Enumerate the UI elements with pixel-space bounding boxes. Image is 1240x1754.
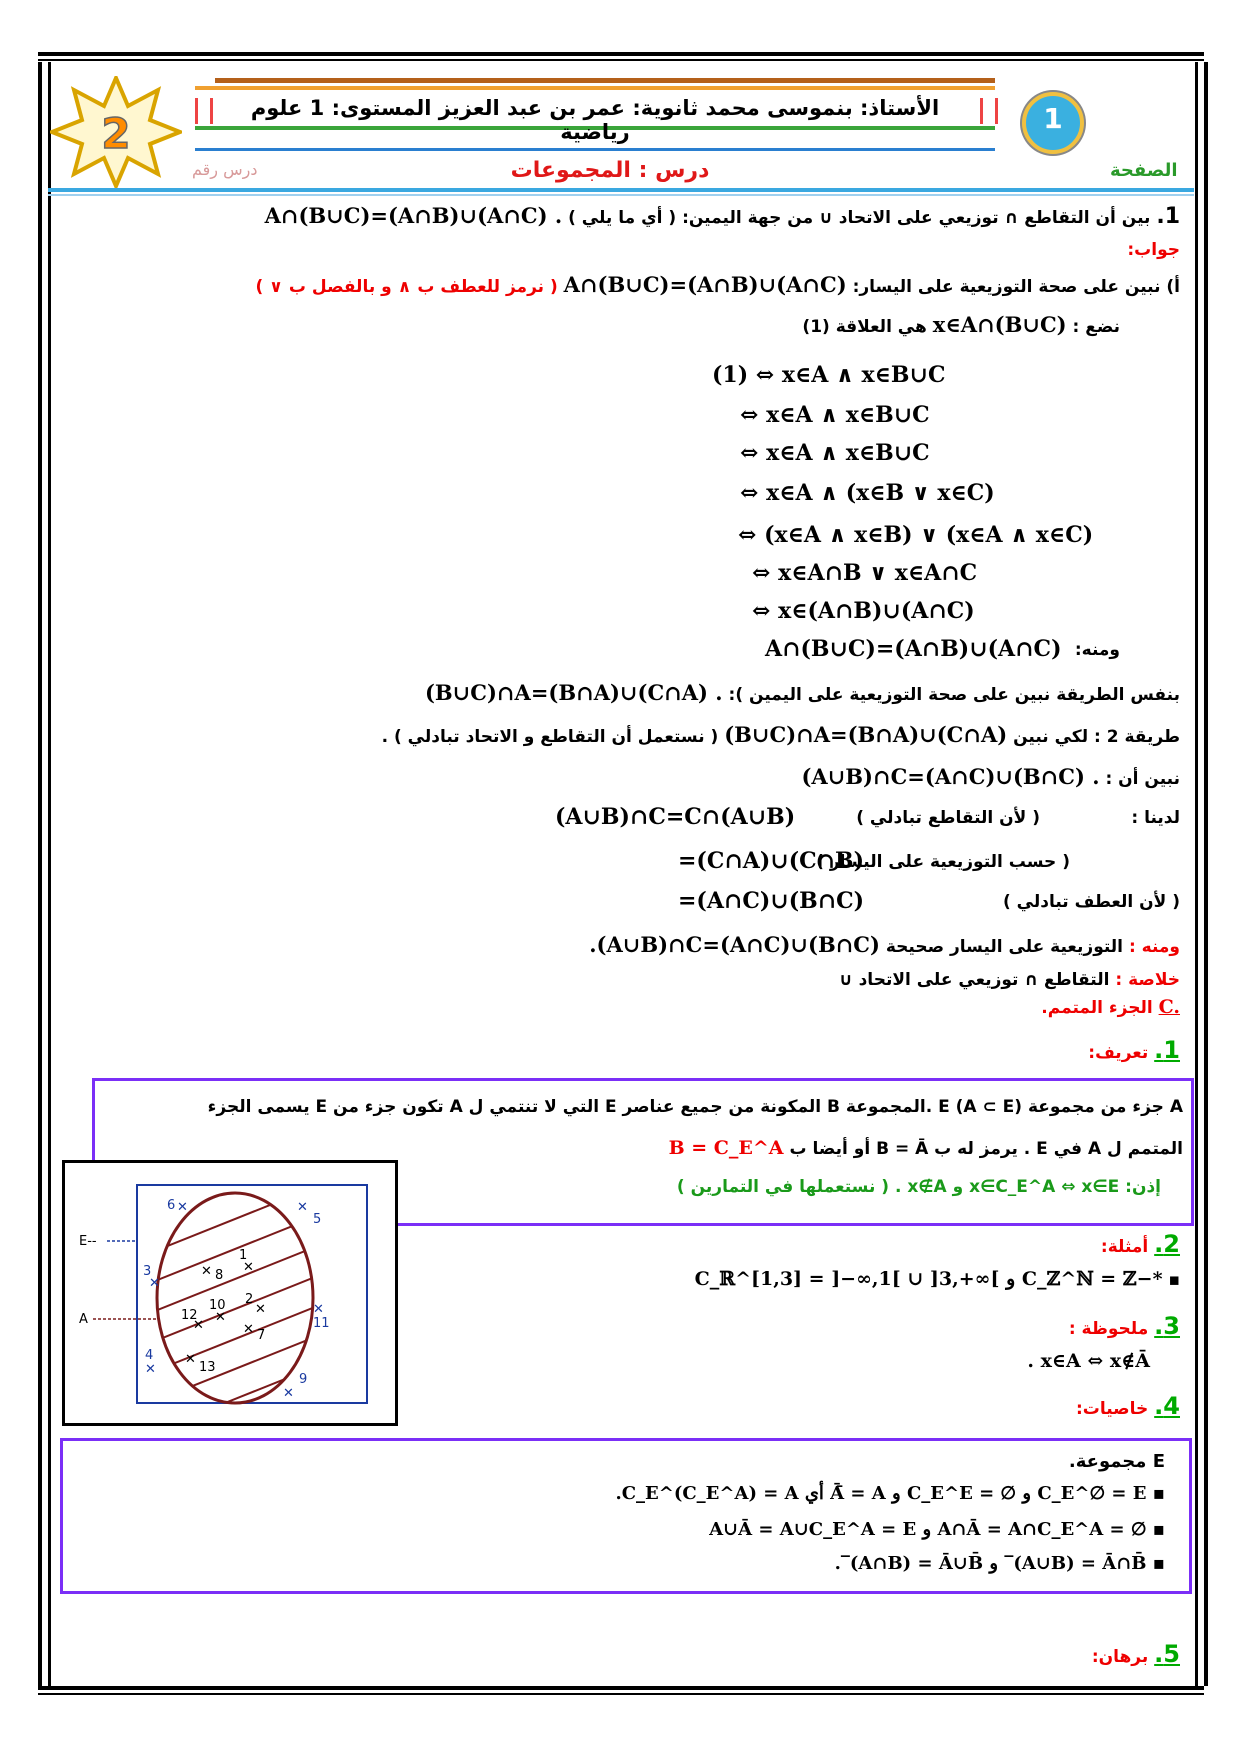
props-item-text: .‾(A∩B) = Ā∪B̄ و ‾(A∪B) = Ā∩B̄ (834, 1553, 1147, 1574)
venn-diagram (62, 1160, 398, 1426)
hence2-text: التوزيعية على اليسار صحيحة (885, 937, 1124, 957)
svg-text:✕: ✕ (313, 1302, 324, 1317)
venn-point: 9 (299, 1372, 308, 1387)
proof-num: 5. (1154, 1640, 1180, 1668)
logo-icon (1022, 92, 1084, 154)
examples-heading (1101, 1230, 1180, 1258)
q1-text: بين أن التقاطع ∩ توزيعي على الاتحاد ∪ من جهة اليمين: ( أي ما يلي ) (568, 208, 1151, 228)
props-item-text: A∪Ā = A∪C_E^A = E و A∩Ā = A∩C_E^A = ∅ (709, 1519, 1147, 1540)
props-num: 4. (1154, 1392, 1180, 1420)
examples-formula-line (695, 1268, 1180, 1290)
svg-text:✕: ✕ (193, 1318, 204, 1333)
venn-point: 10 (209, 1298, 226, 1313)
step-a-formula: A∩(B∪C)=(A∩B)∪(A∩C) (563, 272, 847, 297)
header-bar-orange (195, 86, 995, 90)
lesson-num-label: درس رقم (192, 160, 258, 179)
header-under-grey (48, 194, 1194, 196)
venn-point: 3 (143, 1264, 152, 1279)
def-line1: A جزء من مجموعة E (A ⊂ E) .المجموعة B المكونة من جميع عناصر E التي لا تنتمي ل A تكون جزء من E يسمى الجزء (207, 1097, 1183, 1117)
derivation-line: ⇔ x∈(A∩B)∪(A∩C) (752, 598, 975, 624)
svg-text:✕: ✕ (243, 1322, 254, 1337)
svg-text:✕: ✕ (255, 1302, 266, 1317)
show-that (801, 764, 1180, 789)
derivation-line: ⇔ x∈A∩B ∨ x∈A∩C (752, 560, 978, 586)
props-intro: E مجموعة. (1068, 1451, 1165, 1472)
def-line3-text: x∈C_E^A ⇔ x∈E و x∉A . ( نستعملها في التمارين ) (676, 1177, 1120, 1197)
method2 (382, 722, 1180, 747)
step-a (255, 272, 1180, 297)
svg-text:✕: ✕ (297, 1200, 308, 1215)
svg-text:✕: ✕ (149, 1276, 160, 1291)
we-have-formula: (A∪B)∩C=C∩(A∪B) (555, 804, 796, 830)
we-have-label: لدينا : (1131, 808, 1180, 828)
props-item-2 (709, 1519, 1165, 1540)
remark-title: ملحوظة : (1068, 1319, 1149, 1339)
method2-text: طريقة 2 : لكي نبين (1013, 727, 1180, 747)
question-1 (265, 203, 1180, 229)
svg-text:✕: ✕ (283, 1386, 294, 1401)
def-heading (1088, 1036, 1180, 1064)
summary-text: التقاطع ∩ توزيعي على الاتحاد ∪ (838, 970, 1110, 990)
put-tail: هي العلاقة (1) (802, 317, 927, 337)
venn-point: 8 (215, 1268, 224, 1283)
venn-point: 13 (199, 1360, 216, 1375)
proof-title: برهان: (1091, 1647, 1149, 1667)
def-line3 (677, 1177, 1161, 1197)
header-bar-blue (195, 148, 995, 151)
badge-number: 2 (101, 109, 131, 158)
step-a-note: ( نرمز للعطف ب ∧ و بالفصل ب ∨ ) (255, 277, 558, 297)
remark-heading (1069, 1312, 1180, 1340)
venn-point: 4 (145, 1348, 154, 1363)
props-item-3 (835, 1553, 1165, 1574)
derivation-line: ⇔ (x∈A ∧ x∈B) ∨ (x∈A ∧ x∈C) (738, 522, 1094, 548)
put-formula: x∈A∩(B∪C) (932, 312, 1067, 337)
put-text: نضع : (1072, 317, 1120, 337)
remark-formula-line (1027, 1350, 1150, 1372)
step-a-num: أ) (1166, 277, 1180, 297)
header-bar-lines (195, 98, 213, 124)
header-bar-brown (215, 78, 995, 83)
derivation-line: A∩(B∪C)=(A∩B)∪(A∩C) (765, 636, 1062, 662)
examples-num: 2. (1154, 1230, 1180, 1258)
show-that-formula: (A∪B)∩C=(A∩C)∪(B∩C) . (801, 764, 1100, 789)
section-c-letter: C. (1158, 996, 1180, 1018)
same-way-formula: (B∪C)∩A=(B∩A)∪(C∩A) . (425, 680, 723, 705)
props-heading (1076, 1392, 1180, 1420)
venn-point: 7 (257, 1328, 266, 1343)
venn-point: 5 (313, 1212, 322, 1227)
venn-label-E: E-- (79, 1234, 97, 1249)
props-title: خاصيات: (1075, 1399, 1149, 1419)
bottom-rule-1 (38, 1686, 1204, 1690)
venn-set-A (157, 1193, 313, 1403)
header-under-blue (48, 188, 1194, 192)
summary (839, 970, 1180, 990)
section-c (1041, 996, 1180, 1018)
svg-text:✕: ✕ (215, 1310, 226, 1325)
def-line3-label: إذن: (1125, 1177, 1161, 1197)
derivation-line: ⇔ x∈A ∧ x∈B∪C (740, 402, 930, 428)
bullet-icon: ▪ (1152, 1483, 1165, 1504)
page-label: الصفحة (1110, 160, 1178, 181)
derivation-line: ⇔ x∈A ∧ (x∈B ∨ x∈C) (740, 480, 995, 506)
venn-point: 12 (181, 1308, 198, 1323)
step2-reason: ( حسب التوزيعية على اليسار ) (816, 852, 1070, 872)
section-c-title: الجزء المتمم. (1041, 998, 1153, 1018)
venn-point: 6 (167, 1198, 176, 1213)
venn-point: 11 (313, 1316, 330, 1331)
method2-formula: (B∪C)∩A=(B∩A)∪(C∩A) (724, 722, 1008, 747)
step2-formula: =(C∩A)∪(C∩B) (678, 848, 865, 874)
venn-point: 1 (239, 1248, 248, 1263)
props-item-text: .C_E^(C_E^A) = A أي Ā̄ = A و C_E^E = ∅ و C_E^∅ = E (615, 1483, 1147, 1504)
hence2-formula: .(A∪B)∩C=(A∩C)∪(B∩C) (589, 932, 880, 957)
def-line2-red: B = C_E^A (668, 1137, 784, 1159)
bottom-rule-2 (38, 1693, 1204, 1695)
bullet-icon: ▪ (1168, 1270, 1180, 1290)
derivation-line: ⇔ x∈A ∧ x∈B∪C (740, 440, 930, 466)
remark-formula: . x∈A ⇔ x∉Ā (1027, 1350, 1150, 1372)
svg-text:✕: ✕ (145, 1362, 156, 1377)
svg-text:✕: ✕ (185, 1352, 196, 1367)
derivation-line: (1) ⇔ x∈A ∧ x∈B∪C (712, 362, 946, 388)
def-num: 1. (1154, 1036, 1180, 1064)
header (0, 0, 1240, 200)
step3-reason: ( لأن العطف تبادلي ) (1002, 892, 1180, 912)
proof-heading (1092, 1640, 1180, 1668)
remark-num: 3. (1154, 1312, 1180, 1340)
props-item-1 (615, 1483, 1165, 1504)
venn-label-A: A (79, 1312, 88, 1327)
def-title: تعريف: (1088, 1043, 1149, 1063)
svg-text:✕: ✕ (243, 1260, 254, 1275)
step-a-text: نبين على صحة التوزيعية على اليسار: (852, 277, 1161, 297)
bullet-icon: ▪ (1152, 1519, 1165, 1540)
def-line2-text: المتمم ل A في E . يرمز له ب B = Ā أو أيضا ب (789, 1139, 1183, 1159)
bullet-icon: ▪ (1152, 1553, 1165, 1574)
svg-text:✕: ✕ (177, 1200, 188, 1215)
q1-num: 1. (1156, 204, 1180, 229)
header-bar-lines-r (980, 98, 998, 124)
we-have-reason: ( لأن التقاطع تبادلي ) (856, 808, 1040, 828)
examples-formula: C_ℝ^[1,3] = ]−∞,1[ ∪ ]3,+∞[ و C_ℤ^ℕ = ℤ−* (694, 1268, 1163, 1290)
same-way (425, 680, 1180, 705)
venn-svg (65, 1163, 395, 1423)
method2-tail: ( نستعمل أن التقاطع و الاتحاد تبادلي ) . (381, 727, 719, 747)
properties-box (60, 1438, 1192, 1594)
put-line (802, 312, 1120, 337)
show-that-text: نبين أن : (1105, 769, 1180, 789)
svg-text:✕: ✕ (201, 1264, 212, 1279)
venn-point: 2 (245, 1292, 254, 1307)
hence2-label: ومنه : (1128, 937, 1180, 957)
q1-formula: A∩(B∪C)=(A∩B)∪(A∩C) . (264, 203, 563, 228)
teacher-line: الأستاذ: بنموسى محمد ثانوية: عمر بن عبد العزيز المستوى: 1 علوم رياضية (250, 96, 940, 144)
star-badge-icon (50, 76, 182, 188)
hence2 (589, 932, 1180, 957)
summary-label: خلاصة : (1115, 970, 1180, 990)
logo-number: 1 (1043, 102, 1063, 135)
def-line2 (669, 1137, 1183, 1159)
hence1: ومنه: (1074, 640, 1120, 660)
examples-title: أمثلة: (1100, 1237, 1149, 1257)
answer-label: جواب: (1127, 240, 1180, 260)
step3-formula: =(A∩C)∪(B∩C) (678, 888, 865, 914)
lesson-title: درس : المجموعات (510, 158, 710, 183)
same-way-text: بنفس الطريقة نبين على صحة التوزيعية على اليمين ): (728, 685, 1180, 705)
